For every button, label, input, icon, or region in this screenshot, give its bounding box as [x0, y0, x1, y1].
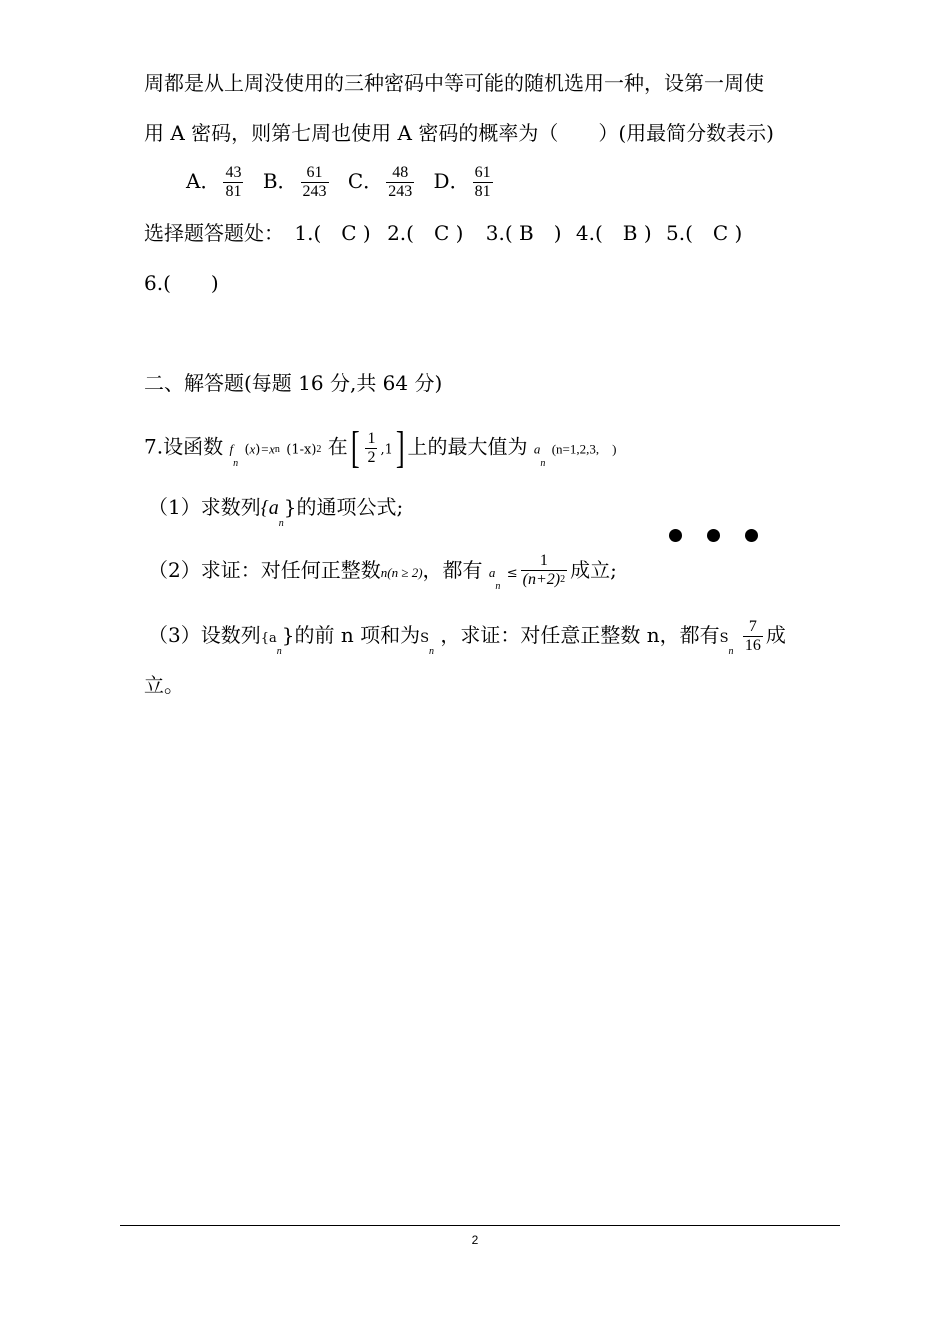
p3-text2: 的前 n 项和为	[294, 623, 421, 647]
question-7	[144, 423, 617, 472]
option-a-label: A．	[186, 169, 221, 193]
part-3	[148, 618, 786, 655]
dot-icon	[669, 529, 682, 542]
p2-a-sub: n	[495, 581, 501, 592]
option-c-label: C．	[347, 169, 384, 193]
q7-a: a	[533, 441, 541, 457]
answer-3: 3.( B )	[485, 221, 562, 245]
answer-1: 1.( C )	[294, 221, 371, 245]
part-2	[148, 552, 617, 591]
answer-prefix: 选择题答题处：	[144, 221, 284, 245]
answer-row	[144, 220, 742, 246]
answer-6: 6.( )	[144, 271, 219, 295]
p3-s: S	[420, 631, 430, 646]
dot-icon	[707, 529, 720, 542]
left-bracket-icon: [	[350, 423, 360, 472]
p2-n-cond: n(n ≥ 2)	[380, 565, 423, 580]
section-title: 二、解答题(每题 16 分,共 64 分)	[144, 371, 443, 395]
q7-paren2: (1-x)	[286, 442, 317, 458]
q7-exp-n: n	[274, 443, 280, 455]
right-bracket-icon: ]	[395, 423, 405, 472]
option-c-fraction: $\frac{48}{243}$	[388, 164, 413, 200]
p2-text3: 成立;	[570, 558, 617, 582]
p1-sub: n	[278, 518, 284, 529]
p1-text2: 的通项公式;	[296, 495, 404, 519]
q7-prefix: 7.设函数	[144, 434, 224, 459]
q7-paren-open: (	[244, 442, 250, 458]
p3-text5: 立。	[144, 673, 184, 697]
options-row	[186, 164, 496, 201]
option-b-label: B．	[262, 169, 298, 193]
q7-a-sub: n	[540, 457, 546, 469]
q7-f: f	[229, 441, 234, 457]
answer-5: 5.( C )	[666, 221, 743, 245]
q7-interval-rest: ,1	[380, 442, 393, 458]
p3-fraction: $\frac{7}{16}$	[744, 618, 761, 654]
p3-text3: ，求证：对任意正整数 n，都有	[440, 623, 720, 647]
part-1	[148, 494, 404, 529]
q7-exp2: 2	[316, 443, 322, 455]
footer-rule	[120, 1225, 840, 1226]
page-number: 2	[471, 1233, 479, 1247]
dot-icon	[745, 529, 758, 542]
p3-text4: 成	[765, 623, 786, 647]
p2-fraction: $\frac{1}{(n+2)2}$	[522, 552, 566, 588]
p3-s-sub: n	[429, 646, 435, 657]
answer-2: 2.( C )	[387, 221, 464, 245]
q7-half: $\frac{1}{2}$	[367, 429, 376, 466]
p2-text1: （2）求证：对任何正整数	[148, 558, 381, 582]
text-line-1: 周都是从上周没使用的三种密码中等可能的随机选用一种，设第一周使	[144, 71, 764, 95]
p3-sub: n	[276, 646, 282, 657]
p3-brace-a: {a	[260, 631, 277, 646]
p1-brace-close: }	[283, 495, 297, 519]
p2-le: ≤	[506, 566, 518, 581]
q7-x: x	[249, 441, 256, 457]
q7-range: (n=1,2,3, )	[551, 441, 617, 457]
q7-f-sub: n	[233, 457, 239, 469]
q7-eq: =x	[260, 441, 275, 457]
p3-s2: S	[719, 631, 729, 646]
p3-text1: （3）设数列	[148, 623, 261, 647]
p1-text1: （1）求数列	[148, 495, 261, 519]
p1-brace-a: {a	[260, 497, 279, 519]
p2-text2: ，都有	[422, 558, 483, 582]
p3-s2-sub: n	[728, 646, 734, 657]
q7-zai: 在	[327, 434, 348, 459]
q7-after: 上的最大值为	[407, 434, 528, 459]
option-a-fraction: $\frac{43}{81}$	[225, 164, 242, 200]
text-line-2: 用 A 密码，则第七周也使用 A 密码的概率为（ ）(用最简分数表示)	[144, 121, 774, 145]
p2-a: a	[488, 565, 496, 580]
answer-4: 4.( B )	[575, 221, 652, 245]
q7-paren-close: )	[255, 442, 261, 458]
p3-brace-close: }	[281, 623, 295, 647]
option-d-fraction: $\frac{61}{81}$	[474, 164, 491, 200]
option-d-label: D．	[433, 169, 470, 193]
option-b-fraction: $\frac{61}{243}$	[302, 164, 327, 200]
